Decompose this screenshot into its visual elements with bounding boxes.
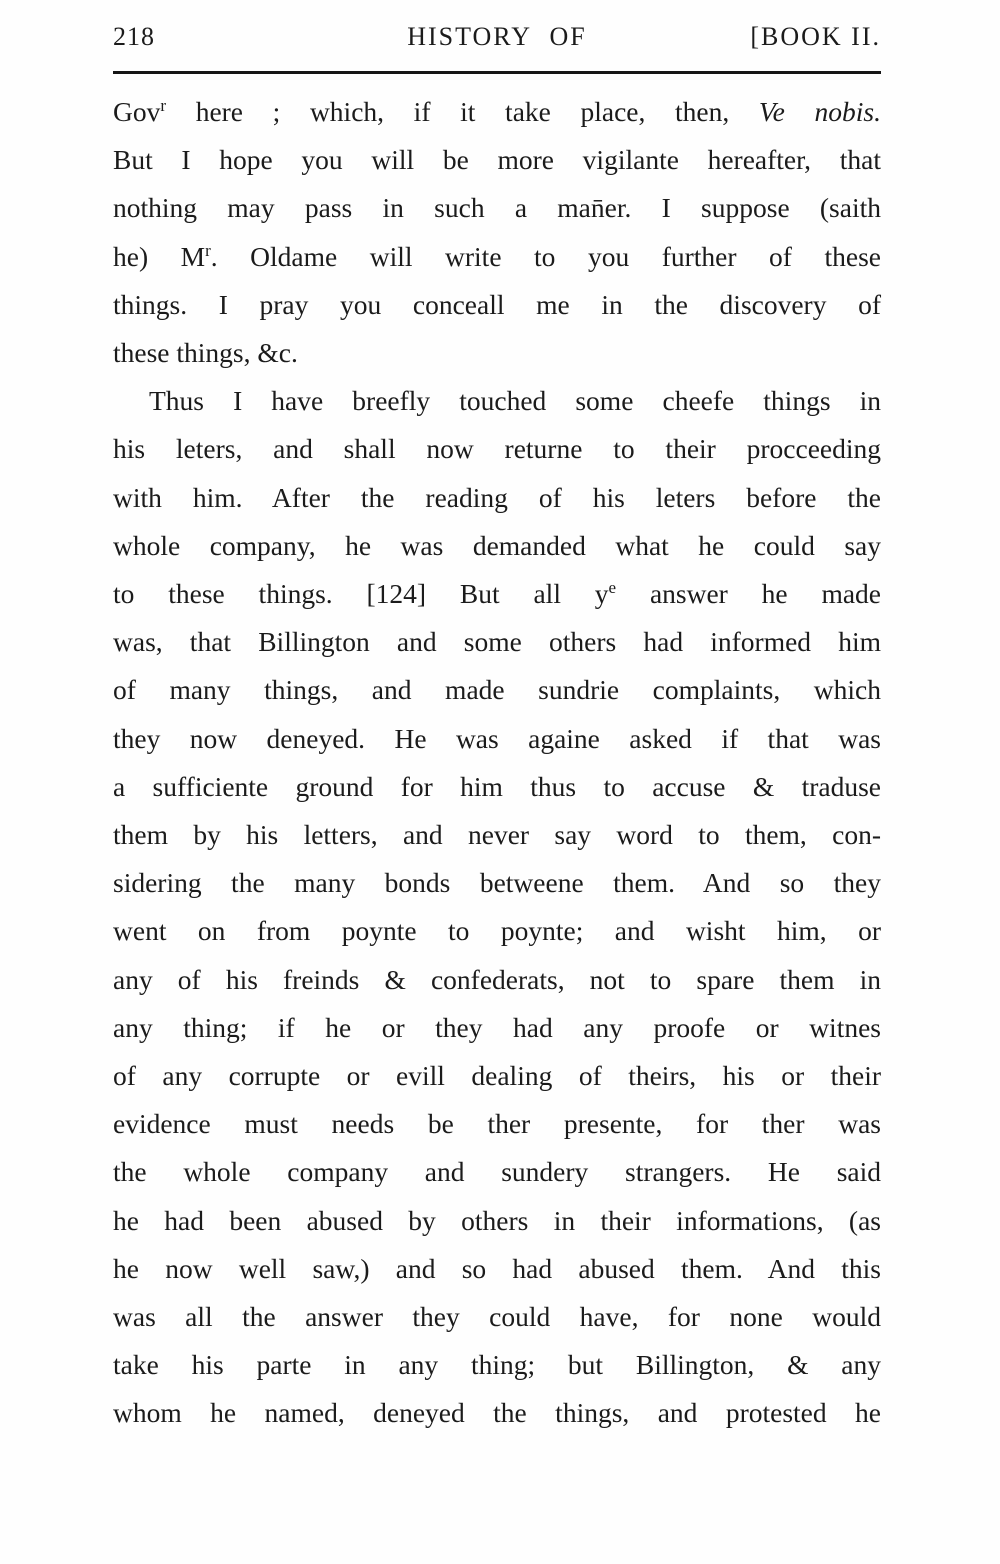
text-line [113,425,881,473]
text-segment: a sufficiente ground for him thus to accuse & traduse [113,770,881,802]
text-segment: evidence must needs be ther presente, for ther was [113,1108,881,1140]
text-line [113,1052,881,1100]
text-line [113,859,881,907]
text-line [113,474,881,522]
text-line [113,763,881,811]
text-segment: with him. After the reading of his leters before the [113,481,881,513]
text-segment: . Oldame will write to you further of these [210,240,881,272]
text-segment: of many things, and made sundrie complaints, which [113,674,881,706]
text-line [113,666,881,714]
text-segment: nothing may pass in such a man̄er. I suppose (saith [113,192,881,224]
text-segment: any thing; if he or they had any proofe or witnes [113,1011,881,1043]
text-line [113,136,881,184]
text-segment: went on from poynte to poynte; and wisht him, or [113,915,881,947]
text-line [113,956,881,1004]
text-segment: Thus I have breefly touched some cheefe things in [149,385,881,417]
text-line [113,1100,881,1148]
text-line [113,281,881,329]
text-segment: his leters, and shall now returne to their procceeding [113,433,881,465]
text-segment: any of his freinds & confederats, not to spare them in [113,963,881,995]
text-segment: he now well saw,) and so had abused them. And this [113,1252,881,1284]
text-segment: take his parte in any thing; but Billington, & any [113,1349,881,1381]
text-line [113,1197,881,1245]
page-number: 218 [113,22,155,51]
superscript-text: r [160,95,167,115]
text-line [113,1148,881,1196]
text-segment: of any corrupte or evill dealing of theirs, his or their [113,1060,881,1092]
text-line [113,570,881,618]
text-line [113,184,881,232]
text-segment: he) M [113,240,206,272]
text-line [113,811,881,859]
text-line [113,1245,881,1293]
text-segment: here ; which, if it take place, then, [166,96,759,127]
text-line [113,1389,881,1437]
text-segment: whom he named, deneyed the things, and protested he [113,1397,881,1429]
text-segment: answer he made [616,578,881,610]
italic-text: Ve nobis. [758,96,881,127]
text-segment: they now deneyed. He was againe asked if that was [113,722,881,754]
superscript-text: e [608,577,617,597]
text-line [113,88,881,136]
text-line [113,1293,881,1341]
text-line [113,377,881,425]
book-label: [BOOK II. [750,22,881,51]
text-segment: was all the answer they could have, for none would [113,1301,881,1333]
paragraph [113,377,881,1437]
text-segment: was, that Billington and some others had informed him [113,626,881,658]
text-segment: the whole company and sundery strangers. He said [113,1156,881,1188]
text-segment: But I hope you will be more vigilante hereafter, that [113,144,881,176]
superscript-text: r [205,240,211,260]
text-line [113,522,881,570]
text-line [113,329,881,377]
text-line [113,715,881,763]
text-line [113,233,881,281]
text-line [113,1341,881,1389]
text-segment: these things, &c. [113,337,298,369]
text-segment: sidering the many bonds betweene them. And so they [113,867,881,899]
text-segment: he had been abused by others in their informations, (as [113,1204,881,1236]
page-body [113,74,881,1438]
paragraph [113,88,881,377]
text-segment: things. I pray you conceall me in the discovery of [113,288,881,320]
text-segment: whole company, he was demanded what he could say [113,529,881,561]
text-segment: Gov [113,96,161,127]
text-segment: them by his letters, and never say word to them, con- [113,819,881,851]
text-segment: to these things. [124] But all y [113,578,609,610]
text-line [113,907,881,955]
text-line [113,618,881,666]
page-header [113,20,881,54]
text-line [113,1004,881,1052]
running-title: HISTORY OF [407,22,587,51]
